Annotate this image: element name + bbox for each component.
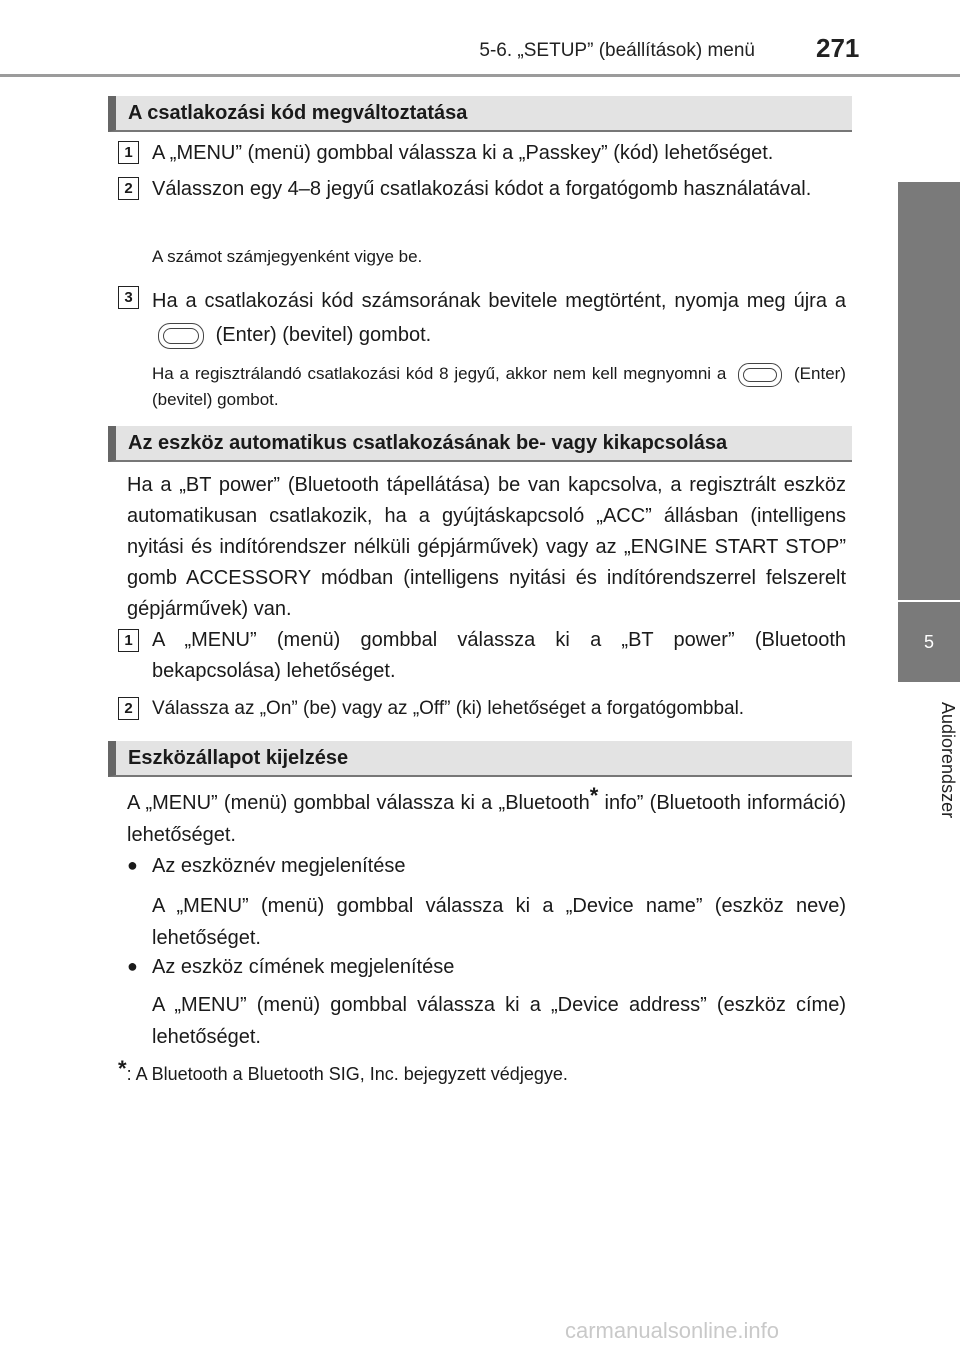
step-text: A „MENU” (menü) gombbal válassza ki a „Passkey” (kód) lehetőséget. [152,142,774,164]
section-header-passkey [108,96,852,132]
step-number-box: 2 [118,177,139,200]
intro-before: A „MENU” (menü) gombbal válassza ki a „Bluetooth [127,792,590,814]
side-tab-bar [898,182,960,600]
section-header-auto-connect [108,426,852,462]
chapter-label: Audiorendszer [938,701,958,819]
step-note: A számot számjegyenként vigye be. [152,247,423,266]
bullet-text: A „MENU” (menü) gombbal válassza ki a „Device name” (eszköz neve) lehetőséget. [152,895,846,949]
footnote-text: : A Bluetooth a Bluetooth SIG, Inc. bejegyzett védjegye. [126,1064,568,1084]
footnote-mark: * [118,1056,127,1081]
note-before: Ha a regisztrálandó csatlakozási kód 8 jegyű, akkor nem kell megnyomni a [152,364,727,383]
section-title: Eszközállapot kijelzése [128,746,349,769]
enter-button-icon [158,323,204,349]
header-title: 5-6. „SETUP” (beállítások) menü [479,40,755,61]
bullet-title: Az eszköznév megjelenítése [152,855,406,877]
footnote-mark: * [589,783,599,808]
footnote [118,1056,858,1087]
step-text-before: Ha a csatlakozási kód számsorának bevitele megtörtént, nyomja meg újra a [152,290,846,312]
step-text-after: (Enter) (bevitel) gombot. [215,324,432,346]
enter-button-icon [738,363,782,387]
step-note [152,361,846,412]
bullet-icon: ● [127,956,138,976]
section-header-device-status [108,741,852,777]
intro-after: info” (Bluetooth információ) lehetőséget. [127,792,846,846]
section-intro [127,783,846,851]
page-number: 271 [816,33,860,63]
header-rule [0,74,960,77]
section-title: A csatlakozási kód megváltoztatása [128,101,468,124]
step-number-box: 2 [118,697,139,720]
bullet-text: A „MENU” (menü) gombbal válassza ki a „Device address” (eszköz címe) lehetőséget. [152,994,846,1048]
step-text: A „MENU” (menü) gombbal válassza ki a „BT power” (Bluetooth bekapcsolása) lehetőséget. [152,629,846,682]
section-title: Az eszköz automatikus csatlakozásának be- vagy kikapcsolása [128,431,728,454]
note-after: (Enter) (bevitel) gombot. [152,364,846,409]
step-number-box: 1 [118,141,139,164]
step-number-box: 3 [118,286,139,309]
chapter-tab [898,602,960,682]
step-text: Válassza az „On” (be) vagy az „Off” (ki) lehetőséget a forgatógombbal. [152,698,745,719]
chapter-number: 5 [923,631,934,652]
watermark: carmanualsonline.info [565,1318,780,1343]
step-text [152,284,846,352]
bullet-icon: ● [127,855,138,875]
step-text: Válasszon egy 4–8 jegyű csatlakozási kódot a forgatógomb használatával. [152,178,812,200]
step-number-box: 1 [118,629,139,652]
bullet-title: Az eszköz címének megjelenítése [152,956,455,978]
section-intro: Ha a „BT power” (Bluetooth tápellátása) be van kapcsolva, a regisztrált eszköz automatikusan csatlakozik, ha a gyújtáskapcsoló „ACC” állásban (intelligens nyitási és indítórendszer nélküli gépjárművek) vagy az „ENGINE START STOP” gomb ACCESSORY módban (intelligens nyitási és indítórendszerrel felszerelt gépjárművek) van. [127,474,846,620]
